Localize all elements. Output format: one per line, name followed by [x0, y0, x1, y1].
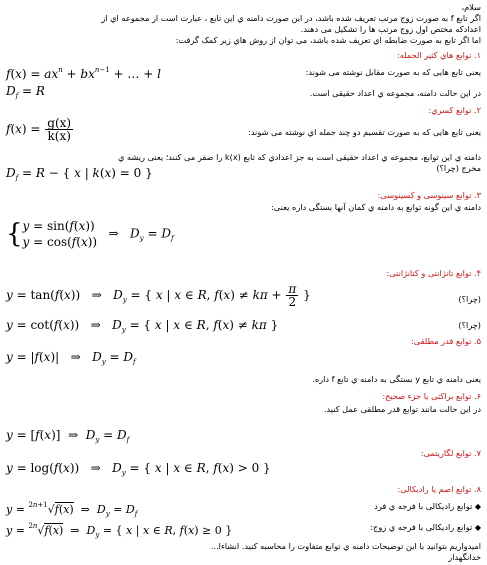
section-2-desc: یعنی تابع هایی که به صورت تقسیم دو چند جمله اي نوشته می شوند: [248, 127, 481, 137]
section-7-heading: ۷. توابع لگاریتمی: [420, 448, 481, 458]
section-2-desc-2: دامنه ي این توابع، مجموعه ي اعداد حقیقی است به جز اعدادي که تابع k(x) را صفر می کنند؛ یعنی ریشه ي [118, 152, 481, 162]
section-8-item-2 [370, 522, 481, 533]
section-3-heading: ۳. توابع سینوسی و کسینوسی: [377, 190, 481, 200]
section-4-why-2: (چرا؟) [458, 320, 481, 330]
section-8-item-2-text: توابع رادیکالی با فرجه ي زوج: [370, 522, 473, 532]
section-3-desc: دامنه ي این گونه توابع به دامنه ي کمان آنها بستگی داره یعنی: [271, 202, 481, 212]
section-7-equation: y = log(f(x)) ⇒ $D_y$ = { x | x ∈ R, f(x) > 0 } [6, 461, 271, 477]
section-5-desc: یعنی دامنه ي تابع y بستگی به دامنه ي تابع f داره. [312, 374, 481, 384]
section-8-equation-2: y = $^{2n}$√f(x) ⇒ $D_y$ = { x | x ∈ R, f(x) ≥ 0 } [6, 522, 233, 539]
section-4-equation-2: y = cot(f(x)) ⇒ $D_y$ = { x | x ∈ R, f(x) ≠ kπ } [6, 318, 279, 334]
section-4-heading: ۴. توابع تانژانتی و کتانژانتی: [386, 268, 481, 278]
outro-line-2: خدانگهدار [448, 552, 481, 562]
bullet-icon: ◆ [474, 502, 481, 511]
section-8-equation-1: y = $^{2n+1}$√f(x) ⇒ $D_y = D_f$ [6, 501, 138, 518]
section-8-item-1-text: توابع رادیکالی با فرجه ي فرد [374, 501, 473, 511]
section-2-heading: ۲. توابع کسري: [428, 105, 481, 115]
section-2-equation-2: $D_f = R$ − { x | k(x) = 0 } [6, 166, 153, 182]
intro-line-1: اگر تابع f به صورت زوج مرتب تعریف شده باشد، در این صورت دامنه ي این تابع ، عبارت است از مجموعه اي از [101, 13, 481, 23]
section-1-equation-1: $f(x) = ax^n + bx^{n-1}$ + … + l [6, 66, 161, 81]
section-8-item-1 [374, 501, 481, 512]
fraction-numerator: g(x) [47, 116, 72, 130]
section-4-why-1: (چرا؟) [458, 294, 481, 304]
section-6-equation: y = [f(x)] ⇒ $D_y = D_f$ [6, 428, 130, 444]
section-8-heading: ۸. توابع اصم یا رادیکالی: [397, 484, 481, 494]
section-2-desc-3: مخرج (چرا؟) [436, 163, 481, 173]
intro-line-2: اعدادکه مختص اول زوج مرتب ها را تشکیل می دهند. [300, 24, 481, 34]
section-1-equation-2: $D_f = R$ [6, 84, 45, 100]
intro-line-3: اما اگر تابع به صورت ضابطه اي تعریف شده باشد، می توان از روش هاي زیر کمک گرفت: [175, 35, 481, 45]
outro-line-1: امیدواریم بتوانید با این توضیحات دامنه ي توابع متفاوت را محاسبه کنید. انشاءا... [210, 541, 481, 551]
section-6-desc: در این حالت مانند توابع قدر مطلقی عمل کنید. [323, 404, 481, 414]
fraction-denominator: k(x) [47, 129, 71, 143]
bullet-icon: ◆ [474, 523, 481, 532]
section-1-desc-2: در این حالت دامنه، مجموعه ي اعداد حقیقی است. [309, 88, 481, 98]
section-1-heading: ۱. توابع هاي کثیر الجمله: [396, 50, 481, 60]
section-4-equation-1: y = tan(f(x)) ⇒ $D_y$ = { x | x ∈ R, f(x) ≠ kπ + $\frac{\pi}{2}$ } [6, 282, 311, 309]
section-5-equation: y = |f(x)| ⇒ $D_y = D_f$ [6, 350, 136, 366]
section-1-desc: یعنی تابع هایی که به صورت مقابل نوشته می شوند: [305, 67, 481, 77]
greeting: سلام، [461, 2, 481, 12]
section-2-equation-1: f(x) = $\frac{g(x)}{k(x)}$ [6, 116, 72, 143]
section-6-heading: ۶. توابع براکتی یا جزء صحیح: [382, 391, 481, 401]
section-3-equation: { y = sin(f(x)) y = cos(f(x)) ⇒ $D_y = D_f$ [6, 219, 174, 249]
section-5-heading: ۵. توابع قدر مطلقی: [411, 336, 481, 346]
